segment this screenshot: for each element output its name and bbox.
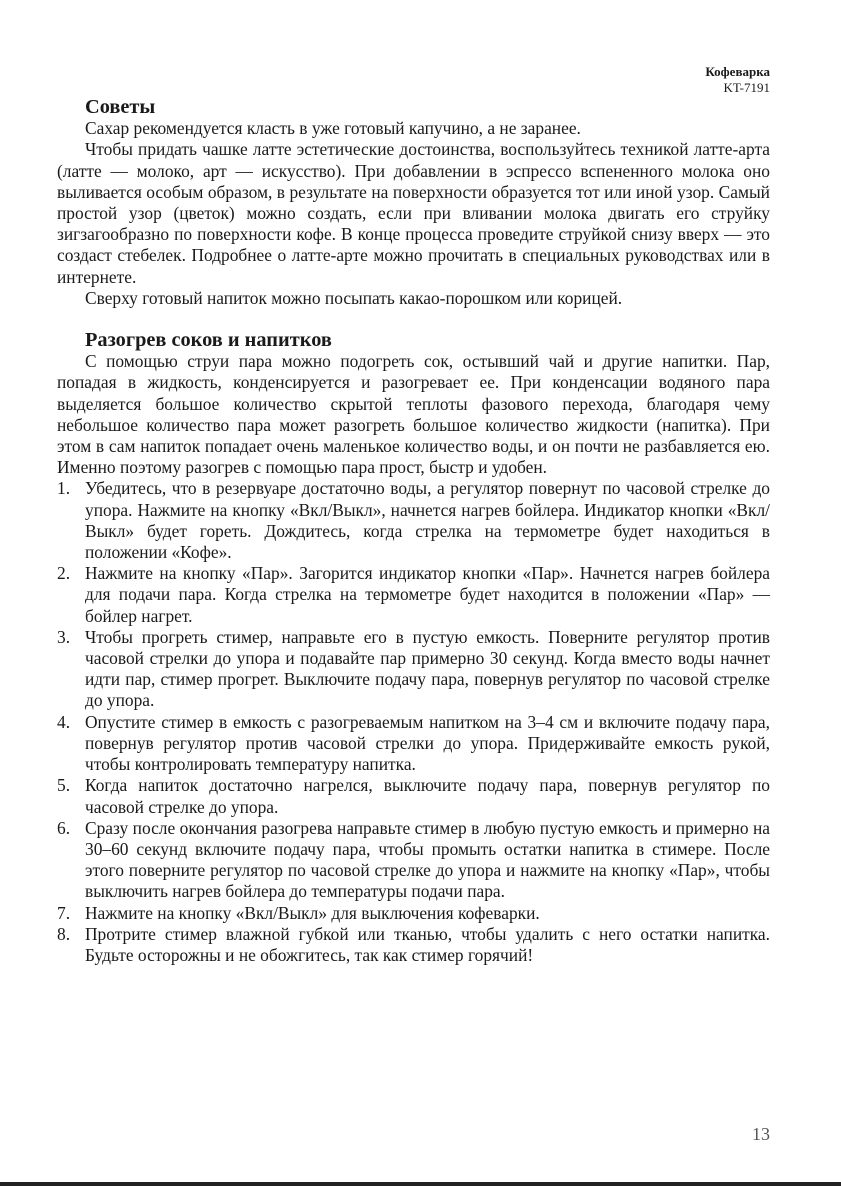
list-item (57, 712, 770, 776)
list-item (57, 563, 770, 627)
list-item (57, 478, 770, 563)
step-text: Чтобы прогреть стимер, направьте его в пустую емкость. Поверните регулятор против часовой стрелки до упора и подавайте пар примерно 30 секунд. Когда вместо воды начнет идти пар, стимер прогрет. Выключите подачу пара, повернув регулятор по часовой стрелке до упора. (85, 626, 770, 711)
page-header (705, 64, 770, 96)
step-number: 4. (57, 711, 71, 732)
step-text: Сразу после окончания разогрева направьте стимер в любую пустую емкость и примерно на 30–60 секунд включите подачу пара, чтобы промыть остатки напитка в стимере. После этого поверните регулятор по часовой стрелке до упора и нажмите на кнопку «Пар», чтобы выключить нагрев бойлера до температуры подачи пара. (85, 817, 770, 902)
step-number: 5. (57, 775, 71, 796)
section-heading-tips: Советы (85, 96, 156, 118)
step-number: 8. (57, 923, 71, 944)
page-number: 13 (752, 1124, 770, 1144)
list-item (57, 818, 770, 903)
step-text: Нажмите на кнопку «Пар». Загорится индикатор кнопки «Пар». Начнется нагрев бойлера для подачи пара. Когда стрелка на термометре будет находится в положении «Пар» — бойлер нагрет. (85, 563, 770, 626)
step-text: Когда напиток достаточно нагрелся, выключите подачу пара, повернув регулятор по часовой стрелке до упора. (85, 775, 770, 817)
step-number: 6. (57, 817, 71, 838)
page-content (57, 97, 770, 966)
step-text: Протрите стимер влажной губкой или тканью, чтобы удалить с него остатки напитка. Будьте осторожны и не обожгитесь, так как стимер горячий! (85, 923, 770, 965)
step-text: Опустите стимер в емкость с разогреваемым напитком на 3–4 см и включите подачу пара, повернув регулятор против часовой стрелки до упора. Придерживайте емкость рукой, чтобы контролировать температуру напитка. (85, 711, 770, 775)
tips-paragraph: Сверху готовый напиток можно посыпать какао-порошком или корицей. (85, 287, 623, 308)
step-number: 1. (57, 478, 71, 499)
list-item (57, 903, 770, 924)
list-item (57, 775, 770, 817)
product-name: Кофеварка (705, 64, 770, 79)
step-number: 7. (57, 902, 71, 923)
tips-paragraph: Сахар рекомендуется класть в уже готовый капучино, а не заранее. (85, 118, 581, 139)
step-number: 3. (57, 626, 71, 647)
step-number: 2. (57, 563, 71, 584)
heating-intro: С помощью струи пара можно подогреть сок, остывший чай и другие напитки. Пар, попадая в жидкость, конденсируется и разогревает ее. При конденсации водяного пара выделяется большое количество скрытой теплоты фазового перехода, благодаря чему небольшое количество пара может разогреть большое количество жидкости (напитка). При этом в сам напиток попадает очень маленькое количество воды, и он почти не разбавляется ею. Именно поэтому разогрев с помощью пара прост, быстр и удобен. (57, 351, 770, 478)
tips-paragraph: Чтобы придать чашке латте эстетические достоинства, воспользуйтесь техникой латте-арта (латте — молоко, арт — искусство). При добавлении в эспрессо вспененного молока оно выливается особым образом, в результате на поверхности образуется тот или иной узор. Самый простой узор (цветок) можно создать, если при вливании молока двигать его струйку зигзагообразно по поверхности кофе. В конце процесса проведите струйкой снизу вверх — это создаст стебелек. Подробнее о латте-арте можно прочитать в специальных руководствах или в интернете. (57, 139, 770, 287)
model-number: KT-7191 (723, 80, 770, 95)
section-spacer (57, 309, 770, 330)
list-item (57, 627, 770, 712)
bottom-rule (0, 1182, 841, 1186)
step-text: Убедитесь, что в резервуаре достаточно воды, а регулятор повернут по часовой стрелке до упора. Нажмите на кнопку «Вкл/Выкл», начнется нагрев бойлера. Индикатор кнопки «Вкл/Выкл» будет гореть. Дождитесь, когда стрелка на термометре будет находиться в положении «Кофе». (85, 478, 770, 563)
section-heading-heating: Разогрев соков и напитков (85, 329, 332, 352)
list-item (57, 924, 770, 966)
heating-steps-list (57, 478, 770, 966)
step-text: Нажмите на кнопку «Вкл/Выкл» для выключения кофеварки. (85, 902, 540, 923)
